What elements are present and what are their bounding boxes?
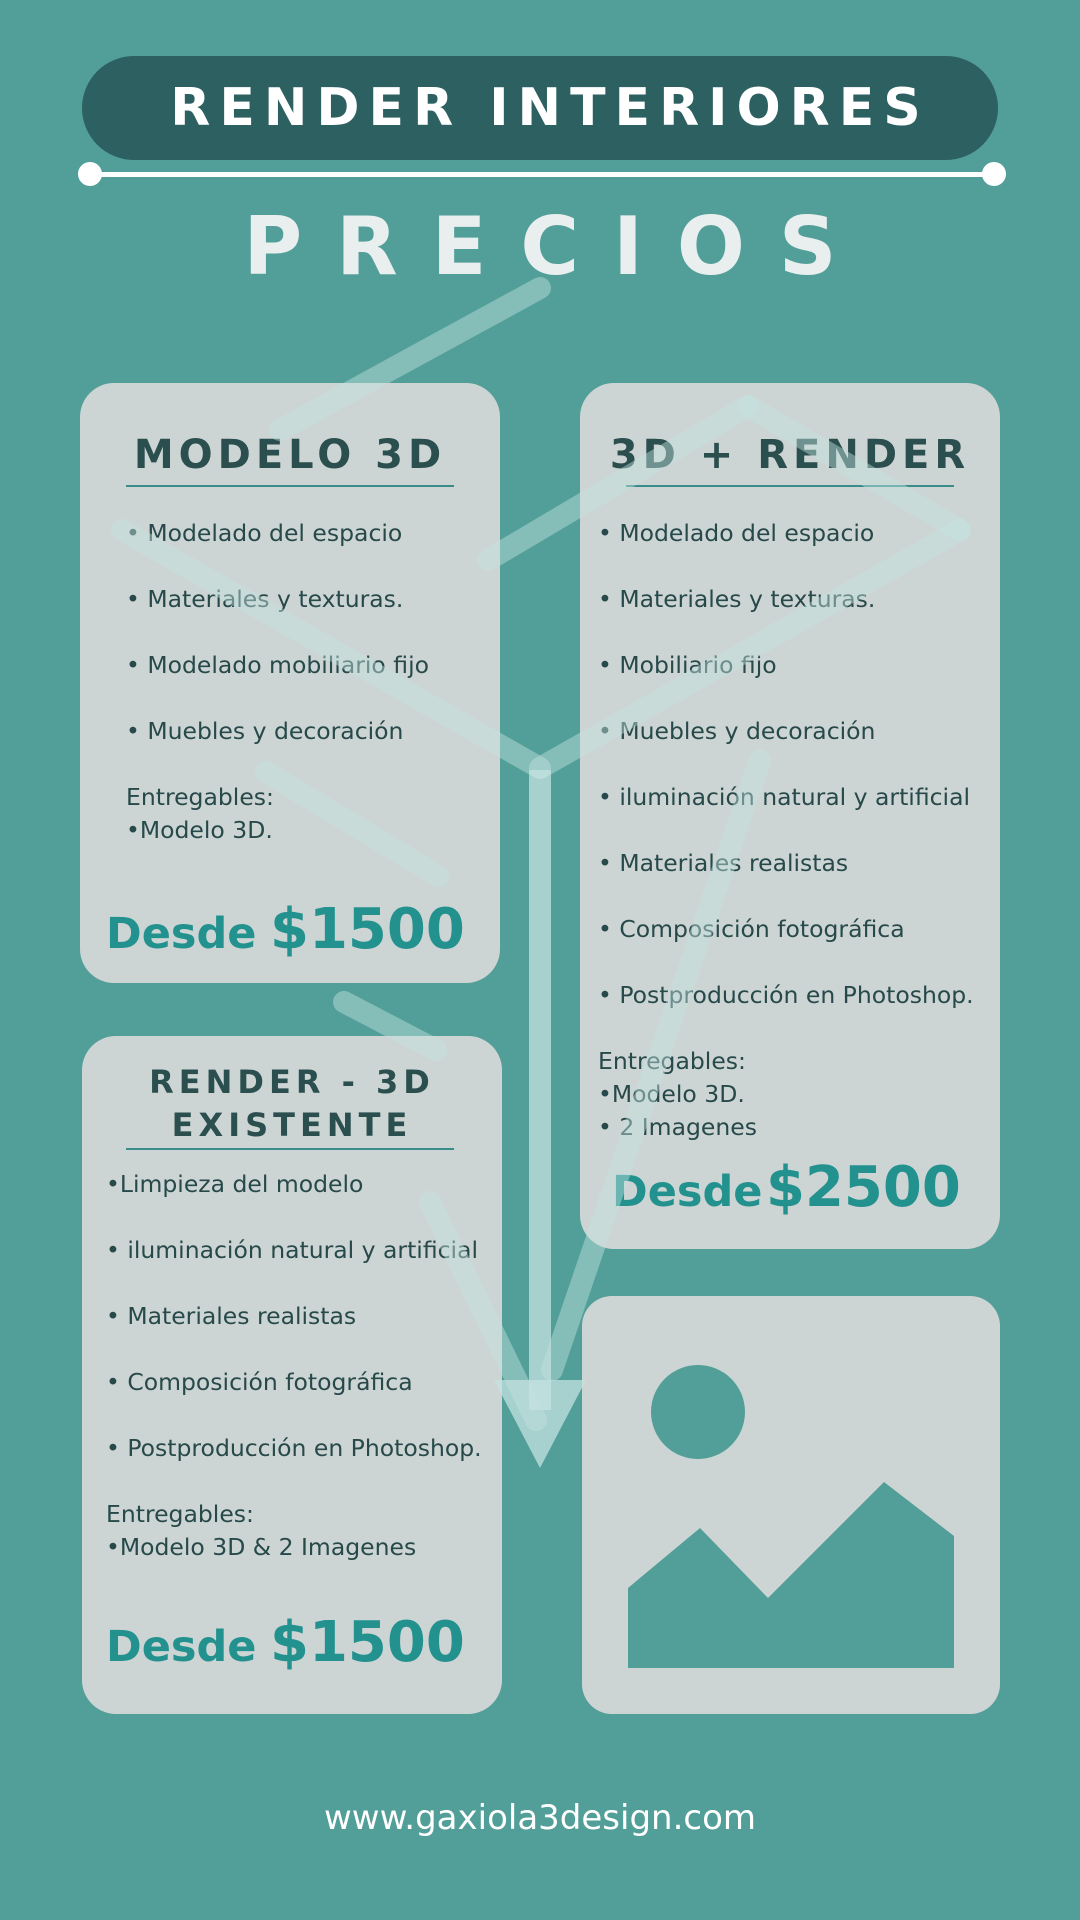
deliverables-label: Entregables: [126, 783, 274, 811]
card-3d-render [580, 383, 1000, 1249]
list-item: • Modelado mobiliario fijo [126, 651, 429, 679]
list-item: • Muebles y decoración [598, 717, 876, 745]
card-title: MODELO 3D [133, 432, 447, 478]
list-item: • iluminación natural y artificial [598, 783, 971, 811]
list-item: • Materiales y texturas. [598, 585, 876, 613]
list-item: • Muebles y decoración [126, 717, 404, 745]
price-amount: $2500 [766, 1155, 961, 1220]
list-item: • Mobiliario fijo [598, 651, 777, 679]
card-title-line1: RENDER - 3D [149, 1063, 435, 1101]
list-item: • Postproducción en Photoshop. [106, 1434, 482, 1462]
card-title-rule [626, 485, 954, 487]
card-title-rule [126, 1148, 454, 1150]
image-placeholder-card [582, 1296, 1000, 1714]
deliverables-label: Entregables: [598, 1047, 746, 1075]
footer-website-url[interactable]: www.gaxiola3design.com [323, 1798, 757, 1838]
header-divider [90, 172, 994, 177]
list-item: • iluminación natural y artificial [106, 1236, 479, 1264]
price-amount: $1500 [270, 1610, 465, 1675]
deliverables-label: Entregables: [106, 1500, 254, 1528]
list-item: •Limpieza del modelo [106, 1170, 364, 1198]
list-item: • Composición fotográfica [598, 915, 905, 943]
list-item: • Materiales y texturas. [126, 585, 404, 613]
divider-dot-right [982, 162, 1006, 186]
list-item: • Postproducción en Photoshop. [598, 981, 974, 1009]
header-banner [82, 56, 998, 160]
deliverable-item: •Modelo 3D. [598, 1080, 745, 1108]
list-item: • Modelado del espacio [126, 519, 403, 547]
deliverable-item: •Modelo 3D. [126, 816, 273, 844]
card-title: 3D + RENDER [609, 432, 971, 478]
list-item: • Materiales realistas [106, 1302, 357, 1330]
card-render-3d-existente [82, 1036, 502, 1714]
price-prefix: Desde [106, 1622, 257, 1672]
price-amount: $1500 [270, 897, 465, 962]
price-prefix: Desde [612, 1167, 763, 1217]
divider-dot-left [78, 162, 102, 186]
page-title: PRECIOS [243, 200, 871, 293]
list-item: • Composición fotográfica [106, 1368, 413, 1396]
image-placeholder-icon [582, 1296, 1000, 1714]
card-title-line2: EXISTENTE [171, 1106, 413, 1144]
list-item: • Modelado del espacio [598, 519, 875, 547]
deliverable-item: • 2 Imagenes [598, 1113, 757, 1141]
card-title-rule [126, 485, 454, 487]
deliverable-item: •Modelo 3D & 2 Imagenes [106, 1533, 417, 1561]
price-prefix: Desde [106, 909, 257, 959]
header-title: RENDER INTERIORES [170, 78, 930, 138]
list-item: • Materiales realistas [598, 849, 849, 877]
card-modelo-3d [80, 383, 500, 983]
